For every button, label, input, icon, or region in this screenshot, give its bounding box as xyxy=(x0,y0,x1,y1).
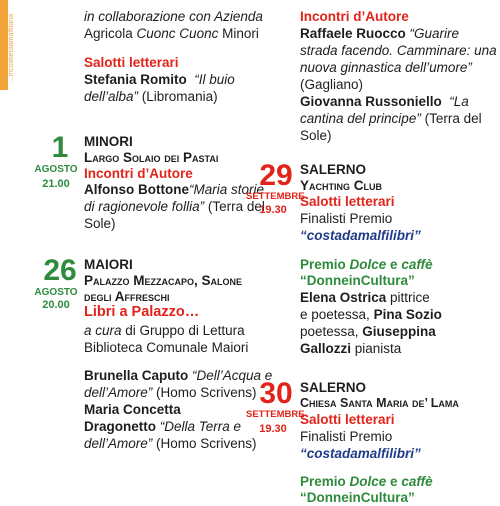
event3-premio-line2: “DonneinCultura” xyxy=(300,273,415,288)
event3-guest-line2: e poetessa, Pina Sozio xyxy=(300,307,442,322)
event3-day: 29 xyxy=(259,159,293,192)
top-book1-line1: Raffaele Ruocco “Guarire xyxy=(300,26,460,41)
event2-category: Libri a Palazzo… xyxy=(84,304,200,320)
event3-guest-line3: poetessa, Giuseppina xyxy=(300,324,436,339)
event4-premio-line1: Premio Dolce e caffè xyxy=(300,474,433,489)
event3-guest-line1: Elena Ostrica pittrice xyxy=(300,290,430,305)
edge-strip xyxy=(0,0,8,90)
event2-curated-line2: Biblioteca Comunale Maiori xyxy=(84,340,249,355)
event1-book-line2: di ragionevole follia” (Terra del xyxy=(84,199,265,214)
event1-category: Incontri d’Autore xyxy=(84,166,193,181)
edge-label: ...incostieraamalfitana xyxy=(8,13,15,82)
top-book2-line3: Sole) xyxy=(300,128,332,143)
event2-day: 26 xyxy=(43,254,77,287)
event2-venue-line1: Palazzo Mezzacapo, Salone xyxy=(84,273,242,288)
top-book2-line2: cantina del principe” (Terra del xyxy=(300,111,482,126)
event3-premio-line1: Premio Dolce e caffè xyxy=(300,257,433,272)
event2-book2-line3: dell’Amore” (Homo Scrivens) xyxy=(84,436,257,451)
event1-month: AGOSTO xyxy=(34,164,78,175)
event4-day: 30 xyxy=(259,377,293,410)
event3-prize-line2: “costadamalfilibri” xyxy=(300,228,421,243)
event4-premio-line2: “DonneinCultura” xyxy=(300,490,415,505)
event2-book2-line2: Dragonetto “Della Terra e xyxy=(84,419,242,434)
event3-time: 19.30 xyxy=(259,204,287,216)
event3-category: Salotti letterari xyxy=(300,194,395,209)
top-category: Incontri d’Autore xyxy=(300,9,409,24)
event2-book2-line1: Maria Concetta xyxy=(84,402,181,417)
event1-day: 1 xyxy=(51,131,69,164)
event3-prize-line1: Finalisti Premio xyxy=(300,211,393,226)
event2-month: AGOSTO xyxy=(34,287,78,298)
event2-time: 20.00 xyxy=(42,299,70,311)
event4-category: Salotti letterari xyxy=(300,412,395,427)
event2-book1-line1: Brunella Caputo “Dell’Acqua e xyxy=(84,368,273,383)
event1-book-line3: Sole) xyxy=(84,216,116,231)
event3-venue: Yachting Club xyxy=(300,178,382,193)
top-book1-publisher: (Gagliano) xyxy=(300,77,364,92)
event3-month: SETTEMBRE xyxy=(246,191,305,202)
event3-city: SALERNO xyxy=(300,162,367,177)
event2-book1-line2: dell’Amore” (Homo Scrivens) xyxy=(84,385,257,400)
event4-prize-line1: Finalisti Premio xyxy=(300,429,393,444)
event4-venue: Chiesa Santa Maria de’ Lama xyxy=(300,396,459,410)
event4-time: 19.30 xyxy=(259,423,287,435)
top-book1-line2: strada facendo. Camminare: una xyxy=(300,43,497,58)
event1-venue: Largo Solaio dei Pastai xyxy=(84,150,219,165)
top-book1-line3: nuova ginnastica dell’umore” xyxy=(300,60,472,75)
event4-prize-line2: “costadamalfilibri” xyxy=(300,446,421,461)
event3-guest-line4: Gallozzi pianista xyxy=(300,341,402,356)
salotti-category: Salotti letterari xyxy=(84,55,179,70)
event4-month: SETTEMBRE xyxy=(246,409,305,420)
event1-book-line1: Alfonso Bottone“Maria storie xyxy=(84,182,264,197)
event4-city: SALERNO xyxy=(300,380,367,395)
salotti-book-line2: dell’alba” (Libromania) xyxy=(84,89,218,104)
intro-line2: Agricola Cuonc Cuonc Minori xyxy=(84,26,259,41)
event2-city: MAIORI xyxy=(84,257,133,272)
event1-time: 21.00 xyxy=(42,178,70,190)
intro-line1: in collaborazione con Azienda xyxy=(84,9,263,24)
salotti-book-line1: Stefania Romito “Il buio xyxy=(84,72,235,87)
event2-curated-line1: a cura di Gruppo di Lettura xyxy=(84,323,245,338)
top-book2-line1: Giovanna Russoniello “La xyxy=(300,94,469,109)
event1-city: MINORI xyxy=(84,134,133,149)
event2-venue-line2: degli Affreschi xyxy=(84,289,170,304)
